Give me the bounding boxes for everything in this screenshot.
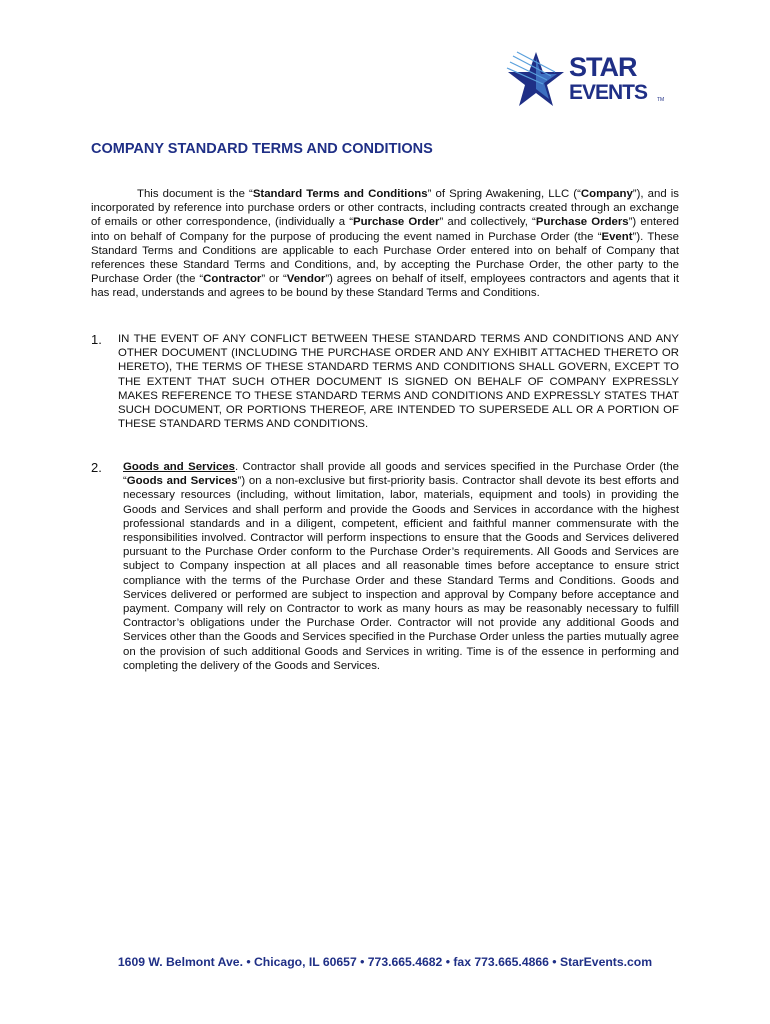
section-number: 1. xyxy=(91,332,102,347)
section-heading: Goods and Services xyxy=(123,461,235,473)
intro-text: This document is the “ xyxy=(137,188,253,200)
intro-term: Purchase Orders xyxy=(535,216,629,229)
intro-term: Vendor xyxy=(286,273,326,286)
intro-text: ”) entered into on behalf of Company for the purpose of producing the event named in Purchase Order (the “ xyxy=(91,216,679,243)
intro-term: Standard Terms and Conditions xyxy=(252,188,428,200)
star-events-logo xyxy=(505,50,665,112)
intro-text: ” and collectively, “ xyxy=(439,216,536,229)
intro-term: Company xyxy=(580,188,633,200)
footer-contact: 1609 W. Belmont Ave. • Chicago, IL 60657 • 773.665.4682 • fax 773.665.4866 • StarEvents.com xyxy=(117,955,653,969)
logo-events-text: EVENTS xyxy=(569,81,648,104)
section-body: ”) on a non-exclusive but first-priority basis. Contractor shall devote its best efforts and necessary resources (including, without limitation, labor, materials, equipment and tools) in providing the Goods and Services and shall perform and provide the Goods and Services in accordance with the highest professional standards and in a diligent, competent, efficient and faithful manner commensurate with the responsibilities involved. Contractor will perform inspections to ensure that the Goods and Services delivered pursuant to the Purchase Order conform to the Purchase Order’s requirements. All Goods and Services are subject to Company inspection at all places and all reasonable times before acceptance to ensure strict compliance with the terms of the Purchase Order and these Standard Terms and Conditions. Goods and Services delivered or performed are subject to inspection and approval by Company before acceptance and payment. Company will rely on Contractor to work as many hours as may be reasonably necessary to fulfill Contractor’s obligations under the Purchase Order. Contractor will not provide any additional Goods and Services other than the Goods and Services specified in the Purchase Order unless the parties mutually agree on the provision of such additional Goods and Services in writing. Time is of the essence in performing and completing the delivery of the Goods and Services. xyxy=(123,475,679,672)
logo-wordmark xyxy=(569,54,647,103)
intro-term: Purchase Order xyxy=(352,216,440,229)
star-icon xyxy=(505,50,567,112)
intro-text: ”), and is incorporated by reference into purchase orders or other contracts, including contracts created through an exchange of emails or other correspondence, (individually a “ xyxy=(91,188,679,229)
logo-trademark: TM xyxy=(657,97,665,103)
logo-star-text: STAR xyxy=(569,52,637,82)
intro-text: ”) agrees on behalf of itself, employees contractors and agents that it has read, understands and agrees to be bound by these Standard Terms and Conditions. xyxy=(91,273,679,300)
intro-term: Contractor xyxy=(203,273,262,286)
intro-text: ” of Spring Awakening, LLC (“ xyxy=(427,188,581,200)
intro-term: Event xyxy=(601,230,633,243)
document-title: COMPANY STANDARD TERMS AND CONDITIONS xyxy=(91,141,433,157)
section-text xyxy=(123,460,679,673)
section-term: Goods and Services xyxy=(126,475,238,488)
intro-text: ” or “ xyxy=(261,273,287,286)
section-body: . Contractor shall provide all goods and services specified in the Purchase Order (the “ xyxy=(123,461,679,488)
section-text: IN THE EVENT OF ANY CONFLICT BETWEEN THESE STANDARD TERMS AND CONDITIONS AND ANY OTHER DOCUMENT (INCLUDING THE PURCHASE ORDER AND ANY EXHIBIT ATTACHED THERETO OR HERETO), THE TERMS OF THESE STANDARD TERMS AND CONDITIONS SHALL GOVERN, EXCEPT TO THE EXTENT THAT SUCH OTHER DOCUMENT IS SIGNED ON BEHALF OF COMPANY EXPRESSLY MAKES REFERENCE TO THESE STANDARD TERMS AND CONDITIONS AND EXPRESSLY STATES THAT SUCH DOCUMENT, OR PORTIONS THEREOF, ARE INTENDED TO SUPERSEDE ALL OR A PORTION OF THESE STANDARD TERMS AND CONDITIONS. xyxy=(118,333,679,431)
intro-text: ”). These Standard Terms and Conditions are applicable to each Purchase Order entered into on behalf of Company that references these Standard Terms and Conditions, and, by accepting the Purchase Order, the other party to the Purchase Order (the “ xyxy=(91,230,679,286)
section-number: 2. xyxy=(91,460,102,475)
intro-paragraph xyxy=(91,187,679,301)
